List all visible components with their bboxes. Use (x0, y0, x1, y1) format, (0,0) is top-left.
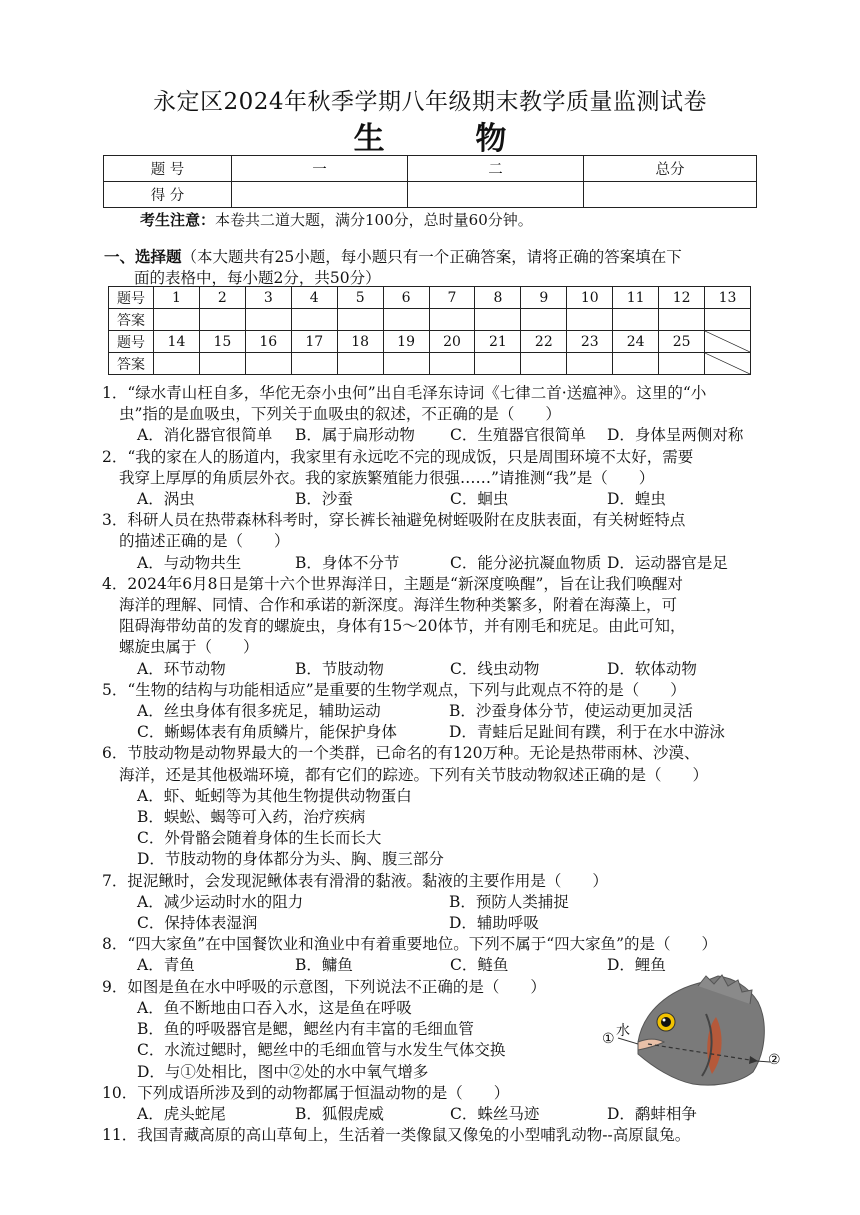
answer-option[interactable]: A．减少运动时水的阻力 (137, 892, 304, 911)
answer-option[interactable]: A．涡虫 (137, 490, 195, 509)
question-number-cell: 17 (291, 331, 337, 353)
question-number-cell: 14 (154, 331, 200, 353)
option-row (102, 489, 767, 510)
question-number-cell: 16 (245, 331, 291, 353)
option-row (102, 553, 767, 574)
question-number-cell: 18 (337, 331, 383, 353)
question-stem-cont: 海洋的理解、同情、合作和承诺的新深度。海洋生物种类繁多，附着在海藻上，可 (119, 596, 678, 615)
answer-cell[interactable] (245, 353, 291, 375)
answer-option[interactable]: B．鱼的呼吸器官是鳃，鳃丝内有丰富的毛细血管 (137, 1020, 474, 1039)
question-stem-cont: 虫”指的是血吸虫，下列关于血吸虫的叙述，不正确的是（ ） (119, 405, 561, 424)
question-number-cell: 9 (521, 287, 567, 309)
question-number-cell: 12 (659, 287, 705, 309)
answer-option[interactable]: A．虾、蚯蚓等为其他生物提供动物蛋白 (137, 786, 412, 805)
answer-option[interactable]: B．沙蚕身体分节，使运动更加灵活 (449, 702, 693, 721)
answer-cell[interactable] (613, 353, 659, 375)
answer-cell[interactable] (429, 353, 475, 375)
section-desc-cont: 面的表格中，每小题2分，共50分） (134, 269, 381, 287)
fish-breathing-figure (598, 972, 788, 1090)
question-item (102, 510, 767, 574)
score-row-label: 得 分 (104, 182, 232, 208)
question-stem: 6．节肢动物是动物界最大的一个类群，已命名的有120万种。无论是热带雨林、沙漠、 (102, 744, 700, 763)
answer-option[interactable]: C．蛛丝马迹 (450, 1104, 540, 1123)
option-row (102, 425, 767, 446)
question-item (102, 934, 767, 976)
section-heading (104, 246, 754, 289)
question-number-cell: 25 (659, 331, 705, 353)
question-stem: 5．“生物的结构与功能相适应”是重要的生物学观点，下列与此观点不符的是（ ） (102, 680, 686, 699)
answer-grid (108, 286, 751, 375)
score-header-cell: 一 (232, 156, 408, 182)
answer-option[interactable]: D．软体动物 (607, 659, 697, 678)
answer-cell[interactable] (475, 353, 521, 375)
answer-cell[interactable] (475, 309, 521, 331)
exam-notice (140, 209, 533, 230)
answer-option[interactable]: C．外骨骼会随着身体的生长而长大 (137, 829, 382, 848)
score-header-cell: 题 号 (104, 156, 232, 182)
section-desc: （本大题共有25小题，每小题只有一个正确答案，请将正确的答案填在下 (181, 248, 682, 266)
answer-option[interactable]: C．水流过鳃时，鳃丝中的毛细血管与水发生气体交换 (137, 1041, 506, 1060)
question-stem: 8．“四大家鱼”在中国餐饮业和渔业中有着重要地位。下列不属于“四大家鱼”的是（ ） (102, 935, 718, 954)
answer-option[interactable]: C．蛔虫 (450, 490, 509, 509)
question-stem-cont: 我穿上厚厚的角质层外衣。我的家族繁殖能力很强……”请推测“我”是（ ） (119, 468, 655, 487)
answer-cell[interactable] (337, 309, 383, 331)
question-stem: 3．科研人员在热带森林科考时，穿长裤长袖避免树蛭吸附在皮肤表面，有关树蛭特点 (102, 511, 686, 530)
question-number-cell: 7 (429, 287, 475, 309)
question-number-cell: 1 (154, 287, 200, 309)
question-stem: 7．捉泥鳅时，会发现泥鳅体表有滑滑的黏液。黏液的主要作用是（ ） (102, 871, 608, 890)
answer-cell[interactable] (567, 353, 613, 375)
answer-grid-label: 答案 (109, 353, 154, 375)
answer-option[interactable]: B．预防人类捕捉 (449, 892, 569, 911)
question-number-cell: 23 (567, 331, 613, 353)
answer-option[interactable]: D．青蛙后足趾间有蹼，利于在水中游泳 (449, 723, 725, 742)
question-number-cell: 21 (475, 331, 521, 353)
section-title: 一、选择题 (104, 247, 182, 266)
score-blank-cell[interactable] (584, 182, 757, 208)
question-number-cell: 5 (337, 287, 383, 309)
answer-option[interactable]: D．与①处相比，图中②处的水中氧气增多 (137, 1062, 429, 1081)
option-row (102, 913, 767, 934)
answer-option[interactable]: B．节肢动物 (295, 659, 384, 678)
question-number-cell: 6 (383, 287, 429, 309)
question-number-cell: 10 (567, 287, 613, 309)
answer-option[interactable]: B．属于扁形动物 (295, 426, 415, 445)
answer-option[interactable]: A．与动物共生 (137, 553, 242, 572)
option-row (102, 892, 767, 913)
answer-cell[interactable] (521, 309, 567, 331)
answer-option[interactable]: D．蝗虫 (607, 490, 666, 509)
question-stem-cont: 阻碍海带幼苗的发育的螺旋虫，身体有15～20体节，并有刚毛和疣足。由此可知， (119, 617, 686, 636)
answer-cell[interactable] (705, 309, 751, 331)
answer-cell[interactable] (154, 353, 200, 375)
answer-option[interactable]: A．鱼不断地由口吞入水，这是鱼在呼吸 (137, 998, 412, 1017)
answer-option[interactable]: B．狐假虎威 (295, 1104, 384, 1123)
question-stem-cont: 的描述正确的是（ ） (119, 532, 290, 551)
score-blank-cell[interactable] (232, 182, 408, 208)
question-number-cell: 2 (199, 287, 245, 309)
score-header-cell: 总分 (584, 156, 757, 182)
diagonal-blank-cell (705, 331, 751, 353)
notice-label: 考生注意： (140, 211, 216, 229)
answer-cell[interactable] (291, 309, 337, 331)
question-number-cell: 4 (291, 287, 337, 309)
exam-title: 永定区2024年秋季学期八年级期末教学质量监测试卷 (152, 89, 708, 115)
answer-cell[interactable] (383, 353, 429, 375)
answer-cell[interactable] (383, 309, 429, 331)
answer-option[interactable]: A．环节动物 (137, 659, 226, 678)
answer-cell[interactable] (337, 353, 383, 375)
answer-option[interactable]: C．蜥蜴体表有角质鳞片，能保护身体 (137, 723, 397, 742)
answer-option[interactable]: B．身体不分节 (295, 553, 400, 572)
question-number-cell: 15 (199, 331, 245, 353)
question-number-cell: 20 (429, 331, 475, 353)
answer-option[interactable]: A．消化器官很简单 (137, 426, 273, 445)
answer-option[interactable]: D．身体呈两侧对称 (607, 426, 744, 445)
score-table (103, 155, 757, 208)
diagonal-blank-cell (705, 353, 751, 375)
question-item (102, 1125, 767, 1146)
answer-option[interactable]: C．生殖器官很简单 (450, 426, 586, 445)
option-row (102, 1104, 767, 1125)
answer-option[interactable]: B．蜈蚣、蝎等可入药，治疗疾病 (137, 808, 366, 827)
answer-cell[interactable] (154, 309, 200, 331)
answer-option[interactable]: C．保持体表湿润 (137, 914, 258, 933)
answer-cell[interactable] (199, 309, 245, 331)
answer-option[interactable]: C．鲢鱼 (450, 956, 509, 975)
marker-2: ② (768, 1052, 781, 1068)
question-stem: 9．如图是鱼在水中呼吸的示意图，下列说法不正确的是（ ） (102, 977, 546, 996)
answer-cell[interactable] (291, 353, 337, 375)
question-number-cell: 11 (613, 287, 659, 309)
score-blank-cell[interactable] (408, 182, 584, 208)
diagonal-line (705, 353, 750, 374)
answer-option[interactable]: C．能分泌抗凝血物质 (450, 553, 602, 572)
answer-cell[interactable] (659, 353, 705, 375)
question-item (102, 574, 767, 680)
score-header-cell: 二 (408, 156, 584, 182)
option-row (102, 722, 767, 743)
question-number-cell: 22 (521, 331, 567, 353)
answer-option[interactable]: A．青鱼 (137, 956, 195, 975)
option-row (102, 701, 767, 722)
question-stem: 11．我国青藏高原的高山草甸上，生活着一类像鼠又像兔的小型哺乳动物--高原鼠兔。 (102, 1126, 691, 1145)
question-item (102, 383, 767, 447)
diagonal-line (705, 331, 750, 352)
answer-cell[interactable] (613, 309, 659, 331)
answer-option[interactable]: D．运动器官是足 (607, 553, 728, 572)
question-item (102, 447, 767, 511)
question-item (102, 743, 767, 870)
answer-cell[interactable] (521, 353, 567, 375)
answer-option[interactable]: A．丝虫身体有很多疣足，辅助运动 (137, 702, 381, 721)
answer-option[interactable]: D．鲤鱼 (607, 956, 666, 975)
marker-1: ① (602, 1031, 615, 1047)
answer-grid-label: 题号 (109, 331, 154, 353)
question-stem: 4．2024年6月8日是第十六个世界海洋日，主题是“新深度唤醒”，旨在让我们唤醒对 (102, 574, 683, 593)
question-stem: 2．“我的家在人的肠道内，我家里有永远吃不完的现成饭，只是周围环境不太好，需要 (102, 447, 694, 466)
answer-grid-label: 答案 (109, 309, 154, 331)
question-stem: 10．下列成语所涉及到的动物都属于恒温动物的是（ ） (102, 1083, 510, 1102)
question-number-cell: 3 (245, 287, 291, 309)
answer-option[interactable]: D．鹬蚌相争 (607, 1104, 697, 1123)
answer-cell[interactable] (245, 309, 291, 331)
answer-option[interactable]: C．线虫动物 (450, 659, 540, 678)
question-number-cell: 24 (613, 331, 659, 353)
question-number-cell: 8 (475, 287, 521, 309)
question-number-cell: 13 (705, 287, 751, 309)
answer-cell[interactable] (429, 309, 475, 331)
water-label: 水 (616, 1023, 630, 1039)
question-stem: 1．“绿水青山枉自多，华佗无奈小虫何”出自毛泽东诗词《七律二首·送瘟神》。这里的“小 (102, 384, 707, 402)
answer-option[interactable]: D．辅助呼吸 (449, 914, 539, 933)
answer-cell[interactable] (199, 353, 245, 375)
option-row (102, 659, 767, 680)
question-item (102, 680, 767, 744)
answer-cell[interactable] (567, 309, 613, 331)
question-stem-cont: 螺旋虫属于（ ） (119, 638, 259, 657)
answer-option[interactable]: B．鳙鱼 (295, 956, 353, 975)
answer-option[interactable]: D．节肢动物的身体都分为头、胸、腹三部分 (137, 850, 444, 869)
subject-title: 生 物 (353, 121, 547, 157)
notice-text: 本卷共二道大题，满分100分，总时量60分钟。 (215, 211, 533, 229)
question-item (102, 871, 767, 935)
answer-grid-label: 题号 (109, 287, 154, 309)
answer-option[interactable]: B．沙蚕 (295, 490, 353, 509)
question-stem-cont: 海洋，还是其他极端环境，都有它们的踪迹。下列有关节肢动物叙述正确的是（ ） (119, 765, 709, 784)
answer-option[interactable]: A．虎头蛇尾 (137, 1104, 226, 1123)
answer-cell[interactable] (659, 309, 705, 331)
question-number-cell: 19 (383, 331, 429, 353)
